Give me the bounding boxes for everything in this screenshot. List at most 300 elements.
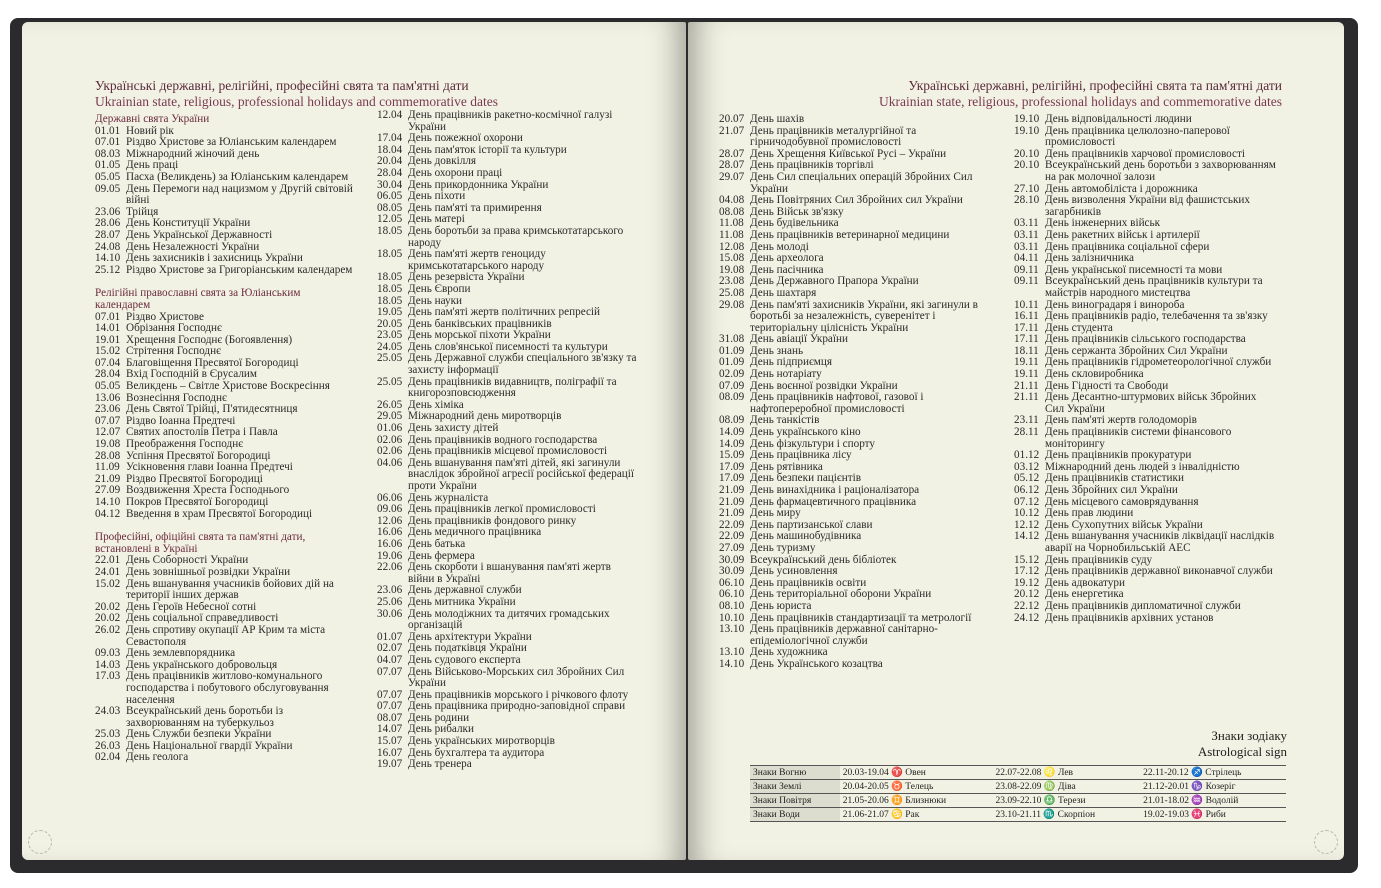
- holiday-date: 11.08: [719, 217, 744, 230]
- holiday-name: День рибалки: [408, 723, 474, 736]
- holiday-name: Воздвиження Хреста Господнього: [126, 484, 290, 497]
- holiday-date: 20.10: [1014, 147, 1040, 160]
- holiday-entry: [95, 439, 355, 451]
- holiday-date: 19.11: [1014, 368, 1039, 381]
- holiday-name: День прав людини: [1045, 507, 1134, 520]
- holiday-name: День працівників металургійної та гірничодобувної промисловості: [750, 124, 917, 149]
- holiday-name: День працівників державної виконавчої служби: [1045, 565, 1273, 578]
- holiday-name: Обрізання Господнє: [126, 322, 222, 335]
- holiday-name: Успіння Пресвятої Богородиці: [126, 449, 271, 462]
- holiday-date: 28.04: [95, 368, 121, 381]
- holiday-date: 17.11: [1014, 333, 1039, 346]
- holiday-name: День підприємця: [750, 356, 832, 369]
- holiday-date: 20.02: [95, 600, 121, 613]
- holiday-name: День працівників нафтової, газової і нафтопереробної промисловості: [750, 391, 924, 415]
- holiday-date: 15.02: [95, 577, 121, 590]
- holiday-entry: [1014, 392, 1276, 415]
- holiday-entry: [1014, 613, 1276, 625]
- holiday-date: 28.07: [719, 147, 745, 160]
- holiday-name: Всеукраїнський день боротьби із захворюванням на туберкульоз: [126, 705, 284, 729]
- holiday-date: 07.01: [95, 310, 121, 323]
- holiday-date: 12.06: [377, 514, 403, 527]
- holiday-name: День пасічника: [750, 263, 824, 276]
- holiday-date: 17.09: [719, 460, 745, 473]
- holiday-date: 17.11: [1014, 321, 1039, 334]
- holiday-name: Всеукраїнський день бібліотек: [750, 553, 897, 566]
- holiday-date: 04.06: [377, 456, 403, 469]
- holiday-name: День відповідальності людини: [1045, 113, 1192, 125]
- holiday-entry: [719, 369, 981, 381]
- holiday-name: День вшанування учасників бойових дій на території інших держав: [126, 577, 334, 602]
- holiday-date: 22.09: [719, 530, 745, 543]
- zodiac-title: [1198, 728, 1287, 760]
- holiday-name: День Служби безпеки України: [126, 728, 272, 741]
- holiday-name: День працівників стандартизації та метрології: [750, 611, 972, 624]
- zodiac-row: [750, 780, 1286, 794]
- holiday-name: Трійця: [126, 205, 159, 218]
- holiday-name: День піхоти: [408, 190, 466, 203]
- holiday-date: 21.09: [95, 472, 121, 485]
- holiday-date: 07.07: [377, 700, 403, 713]
- holiday-name: Всеукраїнський день боротьби з захворюванням на рак молочної залози: [1045, 159, 1276, 183]
- holiday-date: 07.07: [377, 665, 403, 678]
- holiday-name: День вшанування учасників ліквідації наслідків аварії на Чорнобильській АЕС: [1045, 530, 1275, 554]
- holiday-entry: [1014, 114, 1276, 126]
- holiday-name: День авіації України: [750, 333, 848, 346]
- holiday-name: День миру: [750, 507, 801, 520]
- holiday-date: 18.05: [377, 294, 403, 307]
- holiday-date: 16.07: [377, 746, 403, 759]
- holiday-entry: [719, 195, 981, 207]
- holiday-name: День усиновлення: [750, 565, 838, 578]
- holiday-date: 15.12: [1014, 553, 1040, 566]
- holiday-name: День пам'яті захисників України, які загинули в боротьбі за незалежність, суверенітет і територіальну цілісність України: [750, 298, 978, 334]
- holiday-date: 01.09: [719, 356, 745, 369]
- zodiac-sign: 20.03-19.04 ♈ Овен: [840, 766, 993, 780]
- holiday-name: День судового експерта: [408, 653, 521, 666]
- holiday-date: 25.05: [377, 375, 403, 388]
- page-corner-mark: [1314, 830, 1338, 854]
- holiday-entry: [1014, 311, 1276, 323]
- holiday-date: 06.06: [377, 491, 403, 504]
- holiday-date: 22.09: [719, 518, 745, 531]
- holiday-date: 04.12: [95, 507, 121, 520]
- holiday-name: День митника України: [408, 595, 516, 608]
- holiday-name: День податківця України: [408, 642, 527, 655]
- holiday-date: 18.05: [377, 271, 403, 284]
- holiday-date: 19.08: [719, 263, 745, 276]
- holiday-date: 15.07: [377, 735, 403, 748]
- holiday-date: 07.01: [95, 136, 121, 149]
- holiday-entry: [719, 485, 981, 497]
- holiday-date: 04.07: [377, 653, 403, 666]
- holiday-name: Стрітення Господнє: [126, 345, 221, 358]
- holiday-name: День пам'яті жертв геноциду кримськотатарського народу: [408, 248, 546, 272]
- holiday-name: День ракетних військ і артилерії: [1045, 228, 1200, 241]
- holiday-name: Введення в храм Пресвятої Богородиці: [126, 507, 313, 520]
- holiday-date: 08.09: [719, 391, 745, 404]
- holiday-name: День слов'янської писемності та культури: [408, 340, 608, 353]
- holiday-entry: [719, 300, 981, 335]
- holiday-name: День фармацевтичного працівника: [750, 495, 917, 508]
- holiday-name: День працівників фондового ринку: [408, 514, 577, 527]
- holiday-entry: [377, 110, 639, 133]
- holiday-name: День українських миротворців: [408, 735, 555, 748]
- holiday-date: 01.06: [377, 422, 403, 435]
- holiday-date: 10.12: [1014, 507, 1040, 520]
- holiday-date: 29.08: [719, 298, 745, 311]
- holiday-name: День родини: [408, 711, 470, 724]
- holiday-date: 01.05: [95, 159, 121, 172]
- holiday-name: День українського добровольця: [126, 658, 278, 671]
- holiday-date: 12.07: [95, 426, 121, 439]
- holiday-date: 09.03: [95, 647, 121, 660]
- holiday-name: День прикордонника України: [408, 178, 549, 191]
- section-heading: Професійні, офіційні свята та пам'ятні дати, встановлені в Україні: [95, 531, 306, 555]
- holiday-date: 24.03: [95, 705, 121, 718]
- holiday-date: 01.07: [377, 630, 403, 643]
- holiday-name: День медичного працівника: [408, 526, 542, 539]
- holiday-date: 17.03: [95, 670, 121, 683]
- holiday-name: День працівників торгівлі: [750, 159, 874, 172]
- zodiac-sign: 21.12-20.01 ♑ Козеріг: [1140, 780, 1286, 794]
- zodiac-sign: 23.10-21.11 ♏ Скорпіон: [992, 808, 1140, 822]
- holiday-name: День соціальної справедливості: [126, 612, 279, 625]
- holiday-date: 03.11: [1014, 228, 1039, 241]
- holiday-name: День залізничника: [1045, 252, 1135, 265]
- holiday-entry: [377, 284, 639, 296]
- holiday-date: 28.08: [95, 449, 121, 462]
- holiday-date: 23.11: [1014, 414, 1039, 427]
- holiday-date: 07.07: [377, 688, 403, 701]
- holiday-date: 23.06: [95, 205, 121, 218]
- holiday-date: 25.08: [719, 286, 745, 299]
- holiday-name: День працівників легкої промисловості: [408, 503, 596, 516]
- holiday-entry: [719, 543, 981, 555]
- holiday-entry: [377, 609, 639, 632]
- zodiac-sign: 19.02-19.03 ♓ Риби: [1140, 808, 1286, 822]
- holiday-entry: [95, 172, 355, 184]
- holiday-date: 28.06: [95, 217, 121, 230]
- holidays-column-april-july: [377, 110, 639, 771]
- holiday-entry: [95, 265, 355, 277]
- holiday-entry: [1014, 369, 1276, 381]
- holiday-date: 22.01: [95, 554, 121, 567]
- holiday-name: День пам'яті жертв політичних репресій: [408, 306, 601, 319]
- holiday-name: День працівників прокуратури: [1045, 449, 1192, 462]
- holiday-name: Пасха (Великдень) за Юліанським календарем: [126, 170, 349, 183]
- holiday-name: День українського кіно: [750, 426, 861, 439]
- zodiac-sign: 21.06-21.07 ♋ Рак: [840, 808, 993, 822]
- holiday-date: 26.02: [95, 623, 121, 636]
- holiday-date: 17.09: [719, 472, 745, 485]
- holiday-name: Усікновення глави Іоанна Предтечі: [126, 461, 293, 474]
- holiday-date: 30.09: [719, 565, 745, 578]
- holiday-entry: [95, 381, 355, 393]
- holiday-entry: [377, 539, 639, 551]
- holiday-name: День Українського козацтва: [750, 657, 883, 670]
- holiday-name: Вхід Господній в Єрусалим: [126, 368, 257, 381]
- holiday-name: День працівника лісу: [750, 449, 852, 462]
- holiday-name: День безпеки пацієнтів: [750, 472, 861, 485]
- holiday-name: День працівників ветеринарної медицини: [750, 228, 950, 241]
- holiday-date: 04.08: [719, 194, 745, 207]
- holiday-name: День архітектури України: [408, 630, 532, 643]
- holiday-date: 06.10: [719, 588, 745, 601]
- holiday-date: 05.12: [1014, 472, 1040, 485]
- holiday-date: 24.12: [1014, 611, 1040, 624]
- holiday-entry: [95, 648, 355, 660]
- holiday-name: День працівників місцевої промисловості: [408, 445, 608, 458]
- holiday-date: 21.07: [719, 124, 745, 137]
- holiday-name: День матері: [408, 213, 465, 226]
- holiday-name: День Державного Прапора України: [750, 275, 919, 288]
- holiday-name: Покров Пресвятої Богородиці: [126, 496, 269, 508]
- zodiac-element: Знаки Землі: [750, 780, 840, 794]
- holiday-date: 04.11: [1014, 252, 1039, 265]
- holiday-name: День захисників і захисниць України: [126, 252, 303, 265]
- holiday-date: 24.01: [95, 565, 121, 578]
- holiday-date: 28.07: [95, 228, 121, 241]
- holiday-date: 17.04: [377, 132, 403, 145]
- holiday-entry: [95, 625, 355, 648]
- holiday-date: 18.05: [377, 248, 403, 261]
- zodiac-row: [750, 794, 1286, 808]
- holiday-name: День археолога: [750, 252, 824, 265]
- holiday-name: День боротьби за права кримськотатарського народу: [408, 224, 624, 249]
- holiday-entry: [1014, 160, 1276, 183]
- holidays-column-july-october: [719, 114, 981, 671]
- holiday-name: День скловиробника: [1045, 368, 1144, 381]
- holiday-name: Різдво Христове: [126, 310, 204, 323]
- holiday-name: День Гідності та Свободи: [1045, 379, 1169, 392]
- holiday-date: 03.11: [1014, 240, 1039, 253]
- holiday-name: День працівника соціальної сфери: [1045, 240, 1210, 253]
- left-page: [22, 22, 686, 860]
- holiday-entry: [377, 562, 639, 585]
- holiday-date: 12.04: [377, 109, 403, 121]
- holiday-name: День будівельника: [750, 217, 839, 230]
- holiday-date: 01.01: [95, 124, 121, 137]
- holiday-date: 14.10: [719, 657, 745, 670]
- holidays-column-state-religious-professional: [95, 114, 355, 764]
- holiday-name: День Перемоги над нацизмом у Другій світовій війні: [126, 182, 353, 207]
- holiday-entry: [719, 566, 981, 578]
- holiday-date: 23.06: [377, 584, 403, 597]
- holiday-date: 30.09: [719, 553, 745, 566]
- holiday-name: День Десантно-штурмових військ Збройних Сил України: [1045, 391, 1257, 415]
- holiday-name: День працівників гідрометеорологічної служби: [1045, 356, 1272, 369]
- holiday-name: День молодіжних та дитячих громадських організацій: [408, 607, 610, 632]
- holiday-date: 10.10: [719, 611, 745, 624]
- holiday-entry: [377, 307, 639, 319]
- header-title-ua: Українські державні, релігійні, професійні свята та пам'ятні дати: [95, 78, 469, 93]
- holiday-name: День шахів: [750, 113, 805, 125]
- holiday-name: День адвокатури: [1045, 576, 1125, 589]
- holiday-date: 20.05: [377, 317, 403, 330]
- zodiac-element: Знаки Повітря: [750, 794, 840, 808]
- holiday-date: 11.08: [719, 228, 744, 241]
- holiday-name: День енергетика: [1045, 588, 1124, 601]
- holiday-date: 18.05: [377, 224, 403, 237]
- holiday-date: 15.02: [95, 345, 121, 358]
- holiday-date: 10.11: [1014, 298, 1039, 311]
- holiday-name: День пожежної охорони: [408, 132, 523, 145]
- zodiac-sign: 22.07-22.08 ♌ Лев: [992, 766, 1140, 780]
- holiday-name: День працівників ракетно-космічної галузі України: [408, 109, 613, 133]
- zodiac-element: Знаки Вогню: [750, 766, 840, 780]
- holiday-date: 30.04: [377, 178, 403, 191]
- holiday-name: День працівників харчової промисловості: [1045, 147, 1246, 160]
- holiday-entry: [1014, 126, 1276, 149]
- holiday-entry: [95, 230, 355, 242]
- zodiac-table: [750, 765, 1286, 822]
- holiday-name: Різдво Христове за Григоріанським календарем: [126, 263, 353, 276]
- holiday-date: 18.04: [377, 143, 403, 156]
- holiday-date: 23.06: [95, 403, 121, 416]
- holiday-name: День сержанта Збройних Сил України: [1045, 344, 1228, 357]
- holiday-date: 09.05: [95, 182, 121, 195]
- section-heading: Релігійні православні свята за Юліанським календарем: [95, 287, 301, 311]
- holiday-date: 14.03: [95, 658, 121, 671]
- holiday-date: 25.03: [95, 728, 121, 741]
- holiday-date: 09.11: [1014, 275, 1039, 288]
- holiday-date: 19.07: [377, 758, 403, 771]
- holiday-date: 15.09: [719, 449, 745, 462]
- holiday-name: Хрещення Господнє (Богоявлення): [126, 333, 293, 346]
- holiday-date: 02.06: [377, 433, 403, 446]
- holiday-name: День захисту дітей: [408, 422, 499, 435]
- holiday-name: День Української Державності: [126, 228, 273, 241]
- holiday-date: 19.11: [1014, 356, 1039, 369]
- holiday-name: Міжнародний день миротворців: [408, 410, 562, 423]
- holiday-name: День рятівника: [750, 460, 823, 473]
- holiday-name: День місцевого самоврядування: [1045, 495, 1199, 508]
- holiday-name: Новий рік: [126, 124, 174, 137]
- holiday-name: День пам'яті жертв голодоморів: [1045, 414, 1197, 427]
- holiday-date: 05.05: [95, 380, 121, 393]
- holiday-date: 16.06: [377, 537, 403, 550]
- holiday-date: 07.12: [1014, 495, 1040, 508]
- holiday-name: Міжнародний день людей з інвалідністю: [1045, 460, 1240, 473]
- holiday-entry: [95, 253, 355, 265]
- holiday-date: 21.11: [1014, 391, 1039, 404]
- holiday-entry: [377, 353, 639, 376]
- holiday-name: День зовнішньої розвідки України: [126, 565, 291, 578]
- holiday-name: Святих апостолів Петра і Павла: [126, 426, 278, 439]
- holiday-date: 19.08: [95, 438, 121, 451]
- holiday-date: 19.05: [377, 306, 403, 319]
- holiday-name: День банківських працівників: [408, 317, 552, 330]
- holiday-name: День Сил спеціальних операцій Збройних Сил України: [750, 170, 973, 195]
- page-corner-mark: [28, 830, 52, 854]
- holiday-name: День працівників статистики: [1045, 472, 1184, 485]
- holiday-date: 14.10: [95, 252, 121, 265]
- holiday-name: День геолога: [126, 751, 189, 764]
- holiday-name: День морської піхоти України: [408, 329, 551, 342]
- holiday-name: День студента: [1045, 321, 1113, 334]
- holiday-name: День фізкультури і спорту: [750, 437, 875, 450]
- header-title-ua: Українські державні, релігійні, професійні свята та пам'ятні дати: [908, 78, 1282, 93]
- holiday-name: День танкістів: [750, 414, 820, 427]
- holiday-name: День працівників системи фінансового моніторингу: [1045, 426, 1232, 450]
- holiday-date: 19.06: [377, 549, 403, 562]
- holiday-date: 18.05: [377, 282, 403, 295]
- holiday-name: Преображення Господнє: [126, 438, 244, 451]
- holiday-name: День працівників водного господарства: [408, 433, 598, 446]
- holiday-entry: [1014, 531, 1276, 554]
- holiday-entry: [1014, 601, 1276, 613]
- holiday-name: День машинобудівника: [750, 530, 862, 543]
- holiday-entry: [95, 671, 355, 706]
- holiday-entry: [719, 288, 981, 300]
- holiday-name: День Конституції України: [126, 217, 251, 230]
- holiday-date: 24.05: [377, 340, 403, 353]
- holiday-date: 16.06: [377, 526, 403, 539]
- holiday-date: 08.07: [377, 711, 403, 724]
- holiday-name: День визволення України від фашистських загарбників: [1045, 194, 1251, 218]
- holiday-name: День Національної гвардії України: [126, 739, 293, 752]
- holiday-name: День територіальної оборони України: [750, 588, 932, 601]
- holiday-date: 18.11: [1014, 344, 1039, 357]
- holiday-date: 08.09: [719, 414, 745, 427]
- holiday-name: День скорботи і вшанування пам'яті жертв війни в Україні: [408, 561, 611, 585]
- holiday-entry: [1014, 195, 1276, 218]
- holiday-entry: [95, 706, 355, 729]
- holiday-date: 02.09: [719, 368, 745, 381]
- holiday-date: 01.09: [719, 344, 745, 357]
- holiday-name: День працівників сільського господарства: [1045, 333, 1246, 346]
- holiday-name: День партизанської слави: [750, 518, 873, 531]
- holiday-name: День Європи: [408, 282, 471, 295]
- holiday-entry: [377, 249, 639, 272]
- holiday-date: 27.09: [95, 484, 121, 497]
- holiday-date: 20.07: [719, 113, 745, 125]
- holiday-name: День Державної служби спеціального зв'язку та захисту інформації: [408, 352, 637, 377]
- holiday-entry: [95, 509, 355, 521]
- holiday-date: 27.09: [719, 541, 745, 554]
- holiday-date: 06.10: [719, 576, 745, 589]
- holiday-name: День Соборності України: [126, 554, 249, 567]
- holiday-date: 13.10: [719, 623, 745, 636]
- holiday-date: 12.12: [1014, 518, 1040, 531]
- zodiac-element: Знаки Води: [750, 808, 840, 822]
- holiday-name: День державної служби: [408, 584, 522, 597]
- holiday-name: День хіміка: [408, 398, 464, 411]
- holiday-name: День бухгалтера та аудитора: [408, 746, 545, 759]
- holiday-name: День винахідника і раціоналізатора: [750, 484, 920, 496]
- holiday-name: День працівників архівних установ: [1045, 611, 1214, 624]
- holiday-date: 24.08: [95, 240, 121, 253]
- holiday-name: День Незалежності України: [126, 240, 260, 253]
- holiday-date: 08.08: [719, 205, 745, 218]
- holiday-date: 22.06: [377, 561, 403, 574]
- holiday-entry: [719, 230, 981, 242]
- holiday-date: 19.12: [1014, 576, 1040, 589]
- holiday-entry: [719, 114, 981, 126]
- holiday-entry: [719, 659, 981, 671]
- holiday-entry: [377, 667, 639, 690]
- holiday-date: 20.10: [1014, 159, 1040, 172]
- zodiac-title-ua: Знаки зодіаку: [1211, 728, 1287, 743]
- holiday-entry: [1014, 276, 1276, 299]
- holiday-date: 13.10: [719, 646, 745, 659]
- holiday-name: День праці: [126, 159, 179, 172]
- holiday-entry: [95, 752, 355, 764]
- holiday-date: 08.10: [719, 599, 745, 612]
- holiday-name: Вознесіння Господнє: [126, 391, 227, 404]
- holiday-date: 14.09: [719, 437, 745, 450]
